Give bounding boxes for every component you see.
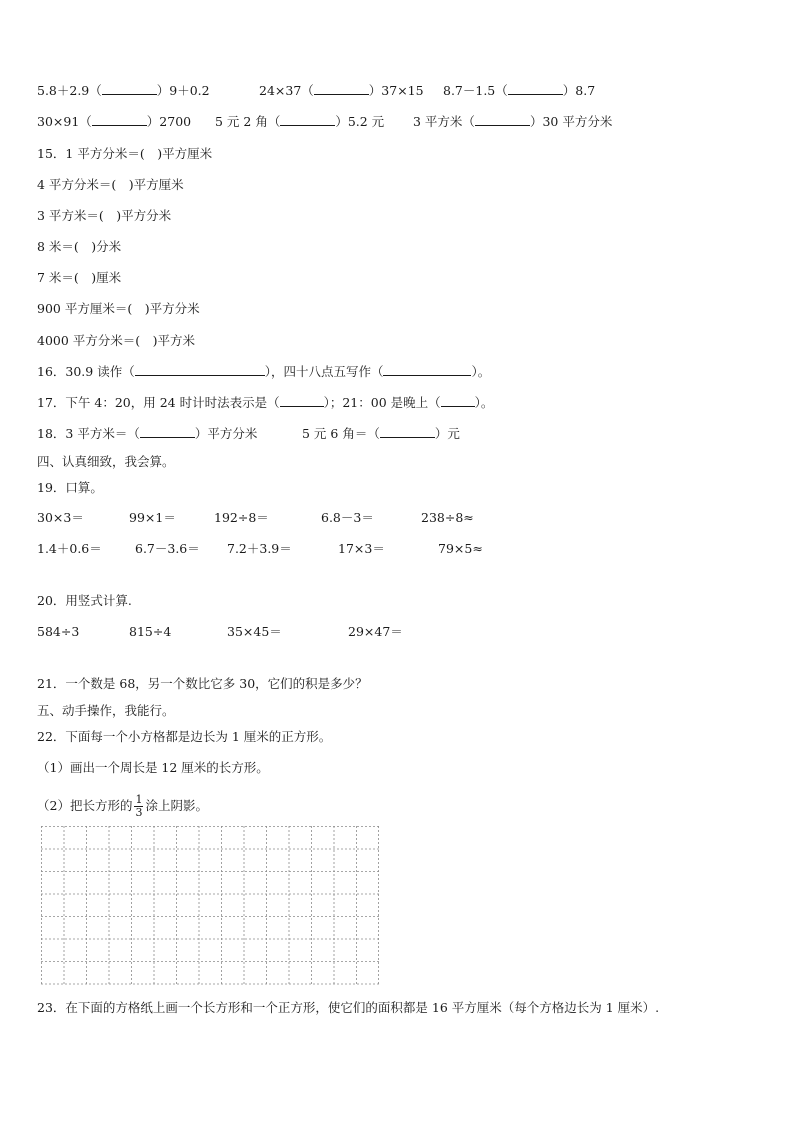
q18-part2: 5 元 6 角＝（ ）元 [302, 426, 460, 441]
q15-item: 7 米＝( )厘米 [37, 270, 122, 285]
q17: 17．下午 4：20，用 24 时计时法表示是（ ）；21：00 是晚上（ ）。 [37, 395, 494, 410]
q18: 18．3 平方米＝（ ）平方分米 [37, 426, 258, 441]
oral-calc-item: 30×3＝ [37, 510, 84, 525]
answer-blank[interactable] [280, 395, 324, 407]
compare-item: 8.7－1.5（ ）8.7 [443, 83, 596, 98]
oral-calc-item: 17×3＝ [338, 541, 385, 556]
answer-blank[interactable] [314, 83, 369, 95]
answer-blank[interactable] [508, 83, 563, 95]
q22-title: 22．下面每一个小方格都是边长为 1 厘米的正方形。 [37, 729, 332, 744]
compare-item: 3 平方米（ ）30 平方分米 [413, 114, 613, 129]
answer-blank[interactable] [475, 114, 530, 126]
vertical-calc-item: 29×47＝ [348, 624, 403, 639]
answer-blank[interactable] [92, 114, 147, 126]
q15-item: 900 平方厘米＝( )平方分米 [37, 301, 200, 316]
q15-item: 3 平方米＝( )平方分米 [37, 208, 172, 223]
section-heading: 四、认真细致，我会算。 [37, 454, 175, 469]
q19-title: 19．口算。 [37, 480, 103, 495]
vertical-calc-item: 584÷3 [37, 624, 80, 639]
vertical-calc-item: 815÷4 [129, 624, 172, 639]
q15-item: 15．1 平方分米＝( )平方厘米 [37, 146, 213, 161]
answer-blank[interactable] [135, 364, 265, 376]
compare-item: 5.8＋2.9（ ）9＋0.2 [37, 83, 210, 98]
q16: 16．30.9 读作（ ），四十八点五写作（ ）。 [37, 364, 491, 379]
oral-calc-item: 6.7－3.6＝ [135, 541, 200, 556]
compare-item: 24×37（ ）37×15 [259, 83, 424, 98]
q22-sub2: （2）把长方形的 $\frac{1}{3}$ 涂上阴影。 [37, 793, 208, 819]
oral-calc-item: 79×5≈ [438, 541, 483, 556]
answer-blank[interactable] [441, 395, 475, 407]
oral-calc-item: 6.8－3＝ [321, 510, 374, 525]
q15-item: 8 米＝( )分米 [37, 239, 122, 254]
answer-blank[interactable] [140, 426, 195, 438]
compare-item: 5 元 2 角（ ）5.2 元 [215, 114, 385, 129]
q23: 23．在下面的方格纸上画一个长方形和一个正方形，使它们的面积都是 16 平方厘米（每个方格边长为 1 厘米）. [37, 1000, 660, 1015]
q20-title: 20．用竖式计算. [37, 593, 132, 608]
q22-sub1: （1）画出一个周长是 12 厘米的长方形。 [37, 760, 269, 775]
answer-blank[interactable] [280, 114, 335, 126]
oral-calc-item: 238÷8≈ [421, 510, 474, 525]
q15-item: 4 平方分米＝( )平方厘米 [37, 177, 184, 192]
grid-paper[interactable] [41, 826, 381, 986]
compare-item: 30×91（ ）2700 [37, 114, 192, 129]
oral-calc-item: 192÷8＝ [214, 510, 269, 525]
answer-blank[interactable] [102, 83, 157, 95]
section-heading: 五、动手操作，我能行。 [37, 703, 175, 718]
vertical-calc-item: 35×45＝ [227, 624, 282, 639]
answer-blank[interactable] [380, 426, 435, 438]
q21: 21．一个数是 68，另一个数比它多 30，它们的积是多少？ [37, 676, 368, 691]
oral-calc-item: 99×1＝ [129, 510, 176, 525]
oral-calc-item: 1.4＋0.6＝ [37, 541, 102, 556]
q15-item: 4000 平方分米＝( )平方米 [37, 333, 196, 348]
oral-calc-item: 7.2＋3.9＝ [227, 541, 292, 556]
fraction: $\frac{1}{3}$ [135, 793, 143, 819]
answer-blank[interactable] [383, 364, 471, 376]
